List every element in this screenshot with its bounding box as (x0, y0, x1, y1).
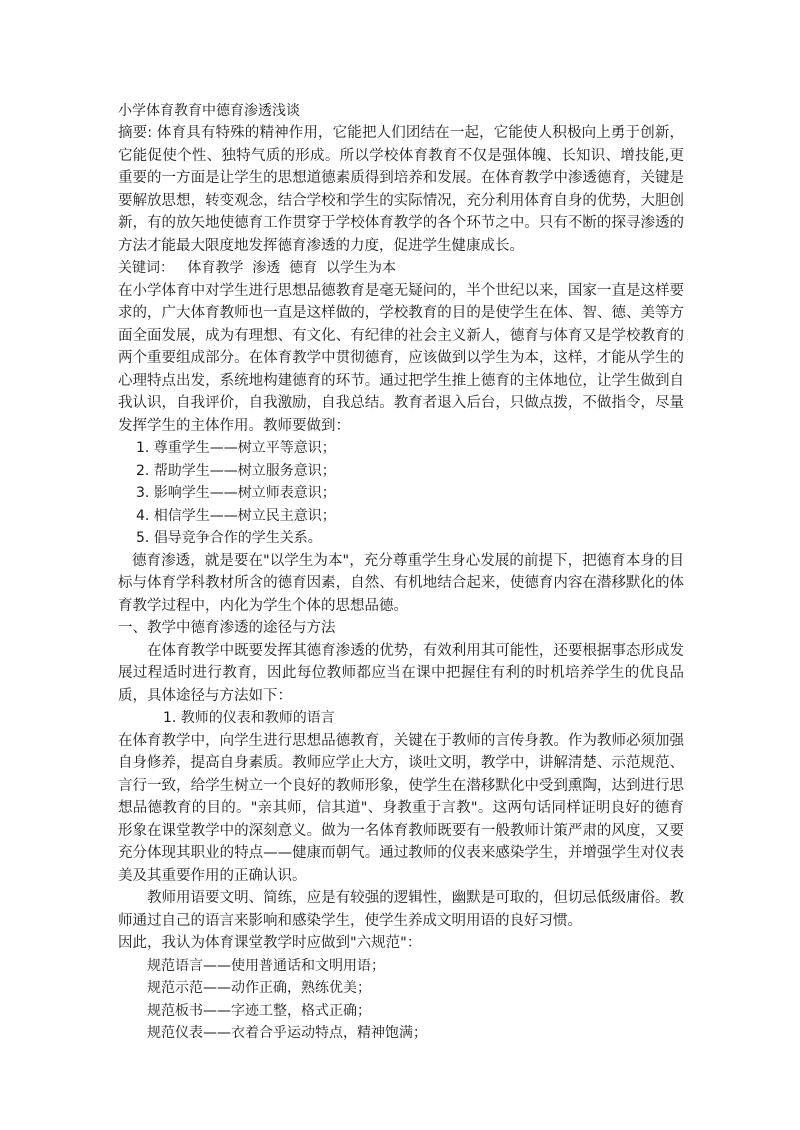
infiltration-paragraph: 德育渗透，就是要在"以学生为本"，充分尊重学生身心发展的前提下，把德育本身的目标与体育学科教材所含的德育因素，自然、有机地结合起来，使德育内容在潜移默化的体育教学过程中，内化为学生个体的思想品德。 (118, 552, 684, 614)
subsection-paragraph-2: 教师用语要文明、简练，应是有较强的逻辑性，幽默是可取的，但切忌低级庸俗。教师通过自己的语言来影响和感染学生，使学生养成文明用语的良好习惯。 (118, 890, 684, 929)
conclusion-line: 因此，我认为体育课堂教学时应做到"六规范"： (118, 935, 422, 951)
list-item: 5. 倡导竞争合作的学生关系。 (136, 530, 322, 546)
abstract-paragraph: 摘要: 体育具有特殊的精神作用，它能把人们团结在一起，它能使人积极向上勇于创新，它能促使个性、独特气质的形成。所以学校体育教育不仅是强体魄、长知识、增技能,更重要的一方面是让学生的思想道德素质得到培养和发展。在体育教学中渗透德育，关键是要解放思想，转变观念，结合学校和学生的实际情况，充分利用体育自身的优势，大胆创新，有的放矢地使德育工作贯穿于学校体育教学的各个环节之中。只有不断的探寻渗透的方法才能最大限度地发挥德育渗透的力度，促进学生健康成长。 (118, 125, 684, 254)
norm-item: 规范示范——动作正确，熟练优美； (147, 980, 371, 996)
list-item: 3. 影响学生——树立师表意识； (136, 485, 336, 501)
list-item: 2. 帮助学生——树立服务意识； (136, 462, 336, 479)
keywords-line: 关键词： 体育教学 渗透 德育 以学生为本 (118, 260, 397, 276)
list-item: 1. 尊重学生——树立平等意识； (136, 440, 336, 456)
norm-item: 规范板书——字迹工整，格式正确； (147, 1002, 371, 1019)
subsection-heading: 1. 教师的仪表和教师的语言 (163, 710, 335, 726)
document-title: 小学体育教育中德育渗透浅谈 (118, 103, 300, 119)
norm-item: 规范仪表——衣着合乎运动特点，精神饱满； (147, 1025, 427, 1041)
intro-paragraph: 在小学体育中对学生进行思想品德教育是毫无疑问的，半个世纪以来，国家一直是这样要求的，广大体育教师也一直是这样做的，学校教育的目的是使学生在体、智、德、美等方面全面发展，成为有理想、有文化、有纪律的社会主义新人，德育与体育又是学校教育的两个重要组成部分。在体育教学中贯彻德育，应该做到以学生为本，这样，才能从学生的心理特点出发，系统地构建德育的环节。通过把学生推上德育的主体地位，让学生做到自我认识，自我评价，自我激励，自我总结。教育者退入后台，只做点拨，不做指令，尽量发挥学生的主体作用。教师要做到： (118, 282, 684, 434)
section-heading: 一、教学中德育渗透的途径与方法 (118, 620, 336, 636)
section-paragraph: 在体育教学中既要发挥其德育渗透的优势，有效利用其可能性，还要根据事态形成发展过程适时进行教育，因此每位教师都应当在课中把握住有利的时机培养学生的优良品质，具体途径与方法如下： (118, 642, 684, 704)
norm-item: 规范语言——使用普通话和文明用语； (147, 957, 385, 974)
list-item: 4. 相信学生——树立民主意识； (136, 507, 336, 524)
document-page (118, 100, 684, 1045)
subsection-paragraph: 在体育教学中，向学生进行思想品德教育，关键在于教师的言传身教。作为教师必须加强自身修养，提高自身素质。教师应学止大方，谈吐文明，教学中，讲解清楚、示范规范、言行一致，给学生树立一个良好的教师形象，使学生在潜移默化中受到熏陶，达到进行思想品德教育的目的。"亲其师，信其道"、身教重于言教"。这两句话同样证明良好的德育形象在课堂教学中的深刻意义。做为一名体育教师既要有一般教师计策严肃的风度，又要充分体现其职业的特点——健康而朝气。通过教师的仪表来感染学生，并增强学生对仪表美及其重要作用的正确认识。 (118, 732, 684, 884)
